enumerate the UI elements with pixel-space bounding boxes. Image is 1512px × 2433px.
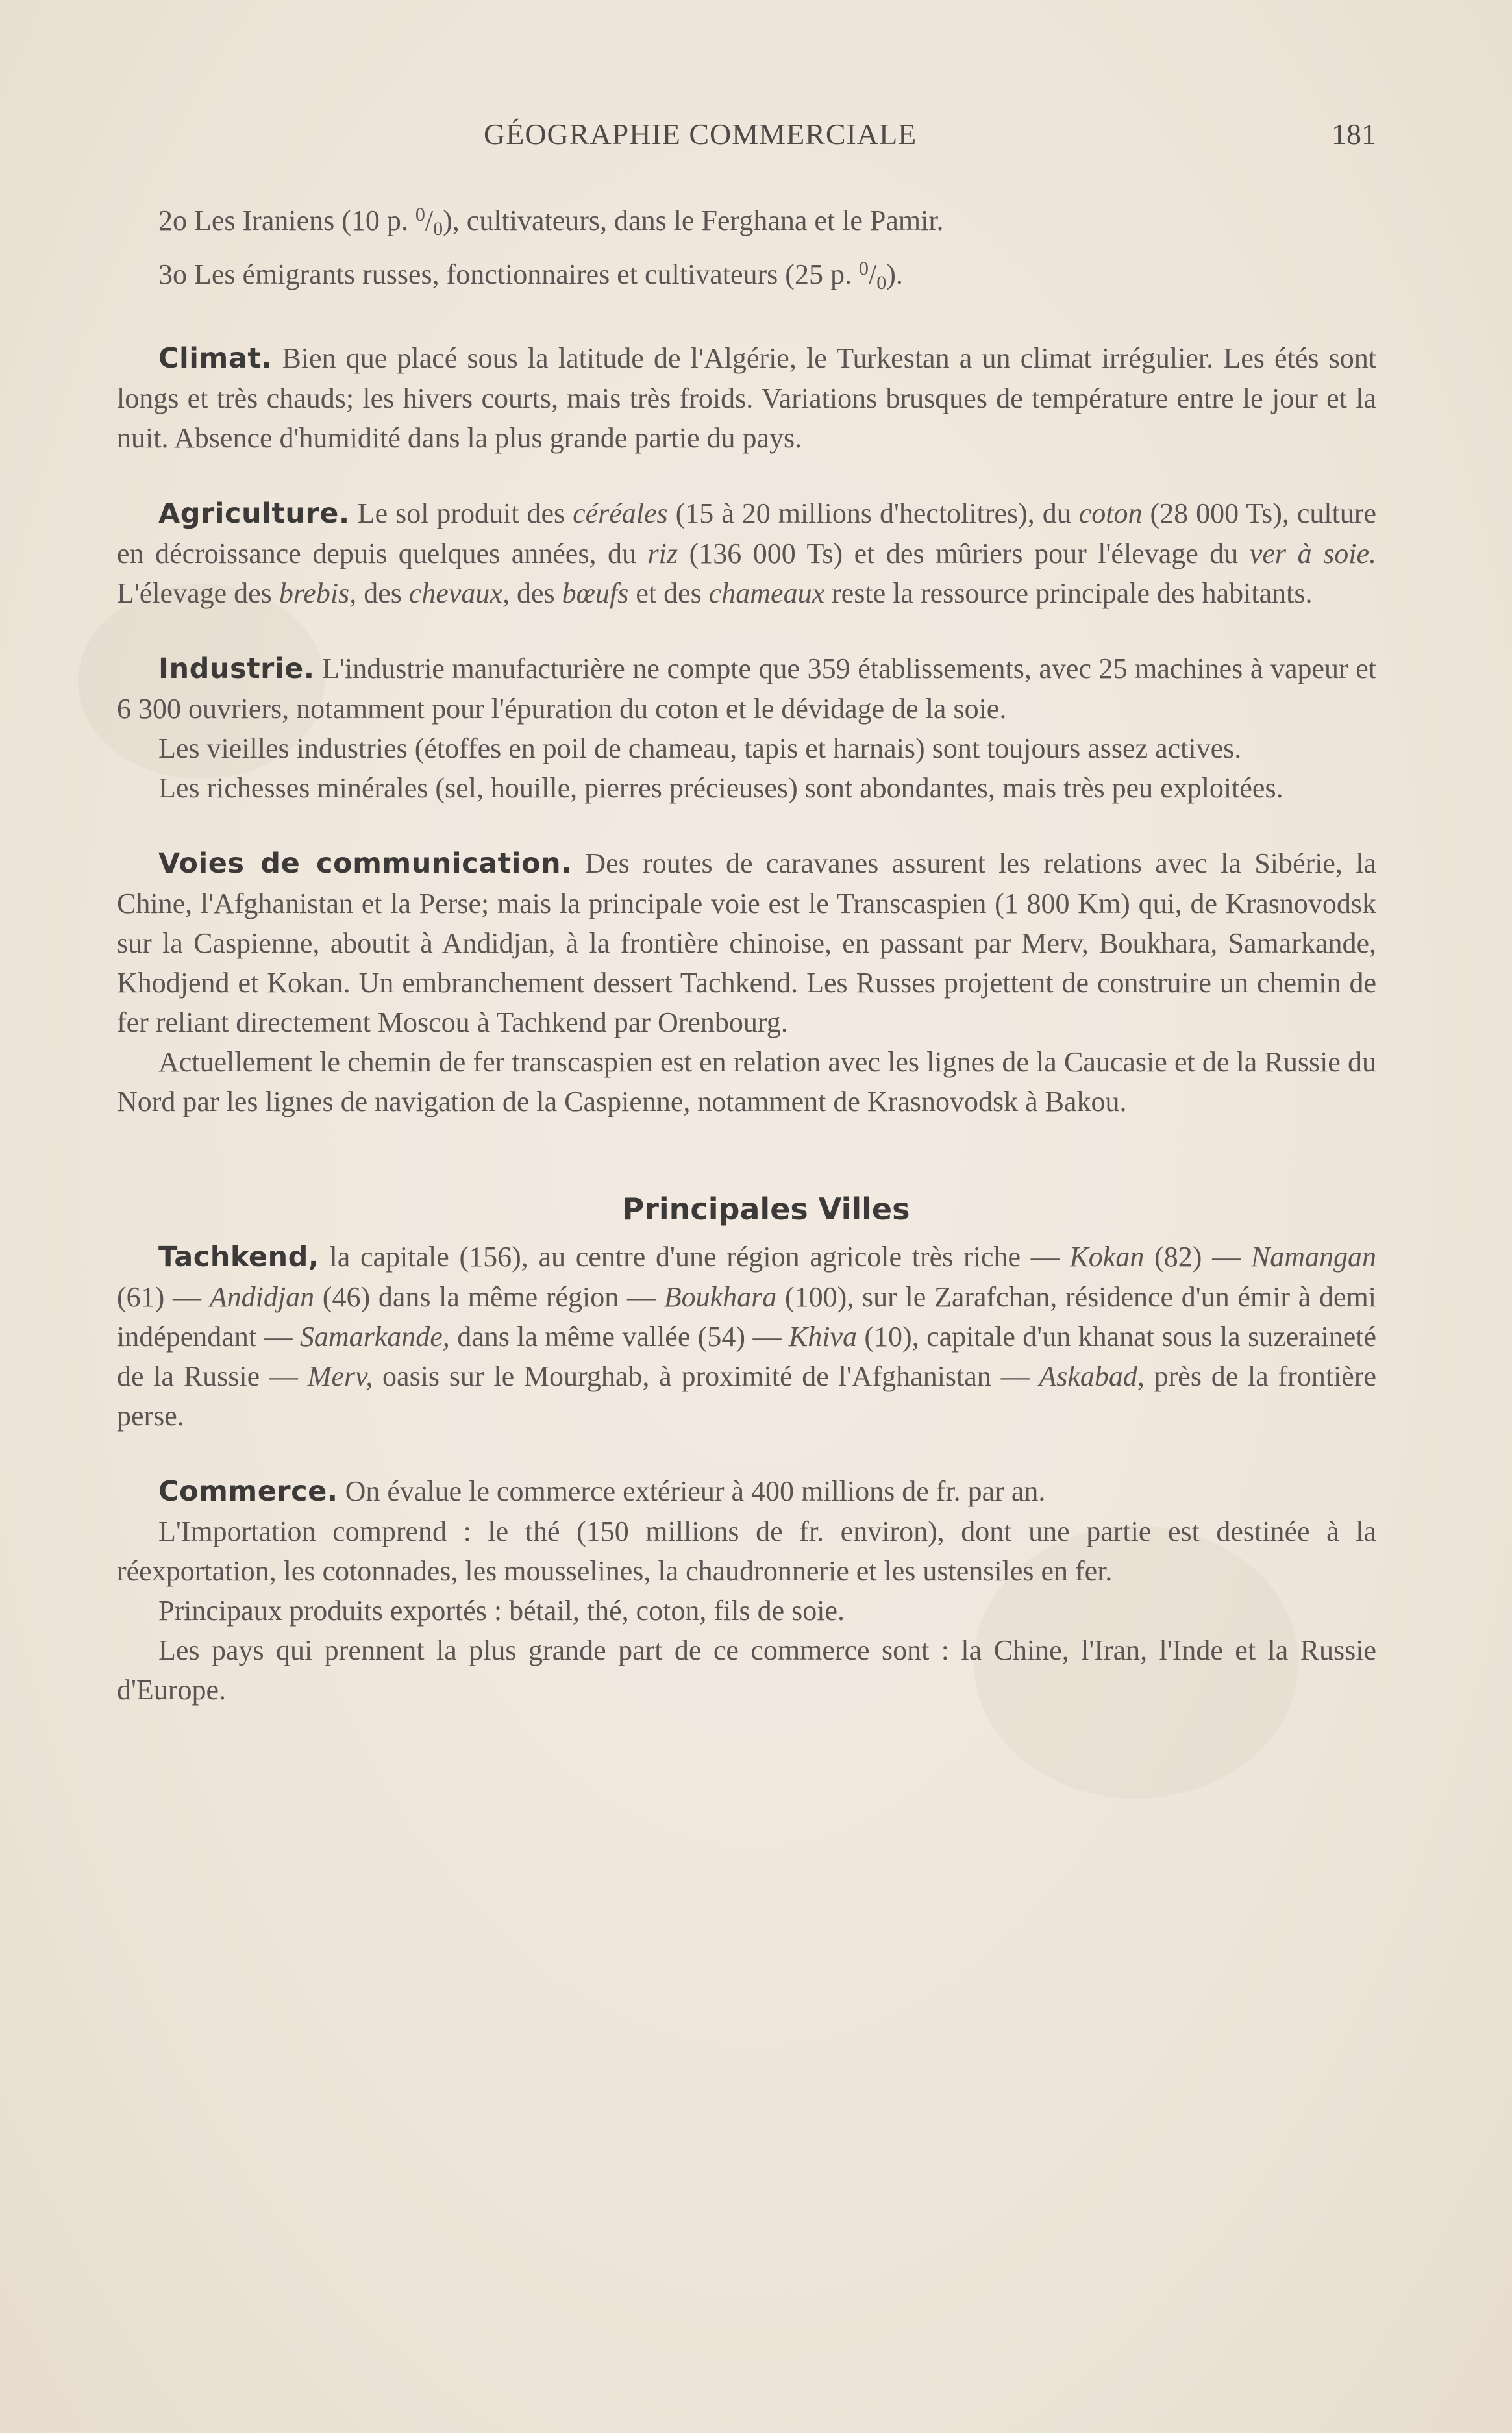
running-title: GÉOGRAPHIE COMMERCIALE [484, 118, 917, 151]
industrie-paragraph-3: Les richesses minérales (sel, houille, pierres précieuses) sont abondantes, mais très peu exploitées. [158, 772, 1283, 804]
voies-heading: Voies de communication. [158, 847, 572, 880]
tachkend-heading: Tachkend, [158, 1241, 319, 1273]
villes-section-title: Principales Villes [622, 1192, 910, 1227]
industrie-paragraph: Industrie. L'industrie manufacturière ne compte que 359 établissements, avec 25 machines à vapeur et 6 300 ouvriers, notamment pour l'épuration du coton et le dévidage de la soie. [117, 653, 1376, 725]
commerce-paragraph-4: Les pays qui prennent la plus grande part de ce commerce sont : la Chine, l'Iran, l'Inde et la Russie d'Europe. [117, 1634, 1376, 1706]
agriculture-heading: Agriculture. [158, 497, 350, 530]
commerce-heading: Commerce. [158, 1475, 338, 1508]
industrie-heading: Industrie. [158, 653, 315, 685]
commerce-paragraph-3: Principaux produits exportés : bétail, thé, coton, fils de soie. [158, 1595, 845, 1627]
industrie-paragraph-2: Les vieilles industries (étoffes en poil de chameau, tapis et harnais) sont toujours assez actives. [158, 732, 1242, 764]
voies-paragraph: Voies de communication. Des routes de caravanes assurent les relations avec la Sibérie, la Chine, l'Afghanistan et la Perse; mais la principale voie est le Transcaspien (1 800 Km) qui, de Krasnovodsk sur la Caspienne, aboutit à Andidjan, à la frontière chinoise, en passant par Merv, Boukhara, Samarkande, Khodjend et Kokan. Un embranchement dessert Tachkend. Les Russes projettent de construire un chemin de fer reliant directement Moscou à Tachkend par Orenbourg. [117, 847, 1377, 1038]
climat-heading: Climat. [158, 342, 273, 375]
commerce-paragraph: Commerce. On évalue le commerce extérieur à 400 millions de fr. par an. [158, 1475, 1046, 1508]
agriculture-paragraph: Agriculture. Le sol produit des céréales (15 à 20 millions d'hectolitres), du coton (28 000 Ts), culture en décroissance depuis quelques années, du riz (136 000 Ts) et des mûriers pour l'élevage du ver à soie. L'élevage des brebis, des chevaux, des bœufs et des chameaux reste la ressource principale des habitants. [117, 497, 1377, 609]
villes-paragraph: Tachkend, la capitale (156), au centre d'une région agricole très riche — Kokan (82) — Namangan (61) — Andidjan (46) dans la même région — Boukhara (100), sur le Zarafchan, résidence d'un émir à demi indépendant — Samarkande, dans la même vallée (54) — Khiva (10), capitale d'un khanat sous la suzeraineté de la Russie — Merv, oasis sur le Mourghab, à proximité de l'Afghanistan — Askabad, près de la frontière perse. [117, 1241, 1377, 1432]
page-number: 181 [1332, 118, 1376, 151]
page-content [117, 195, 1376, 1710]
running-head [117, 117, 1376, 162]
climat-paragraph: Climat. Bien que placé sous la latitude de l'Algérie, le Turkestan a un climat irrégulier. Les étés sont longs et très chauds; les hivers courts, mais très froids. Variations brusques de température entre le jour et la nuit. Absence d'humidité dans la plus grande partie du pays. [117, 342, 1376, 454]
voies-paragraph-2: Actuellement le chemin de fer transcaspien est en relation avec les lignes de la Caucasie et de la Russie du Nord par les lignes de navigation de la Caspienne, notamment de Krasnovodsk à Bakou. [117, 1046, 1376, 1117]
commerce-paragraph-2: L'Importation comprend : le thé (150 millions de fr. environ), dont une partie est destinée à la réexportation, les cotonnades, les mousselines, la chaudronnerie et les ustensiles en fer. [117, 1516, 1376, 1587]
population-item-2: 2o Les Iraniens (10 p. $^0/_0$), cultivateurs, dans le Ferghana et le Pamir. [158, 204, 944, 240]
population-item-3: 3o Les émigrants russes, fonctionnaires et cultivateurs (25 p. $^0/_0$). [158, 258, 903, 293]
